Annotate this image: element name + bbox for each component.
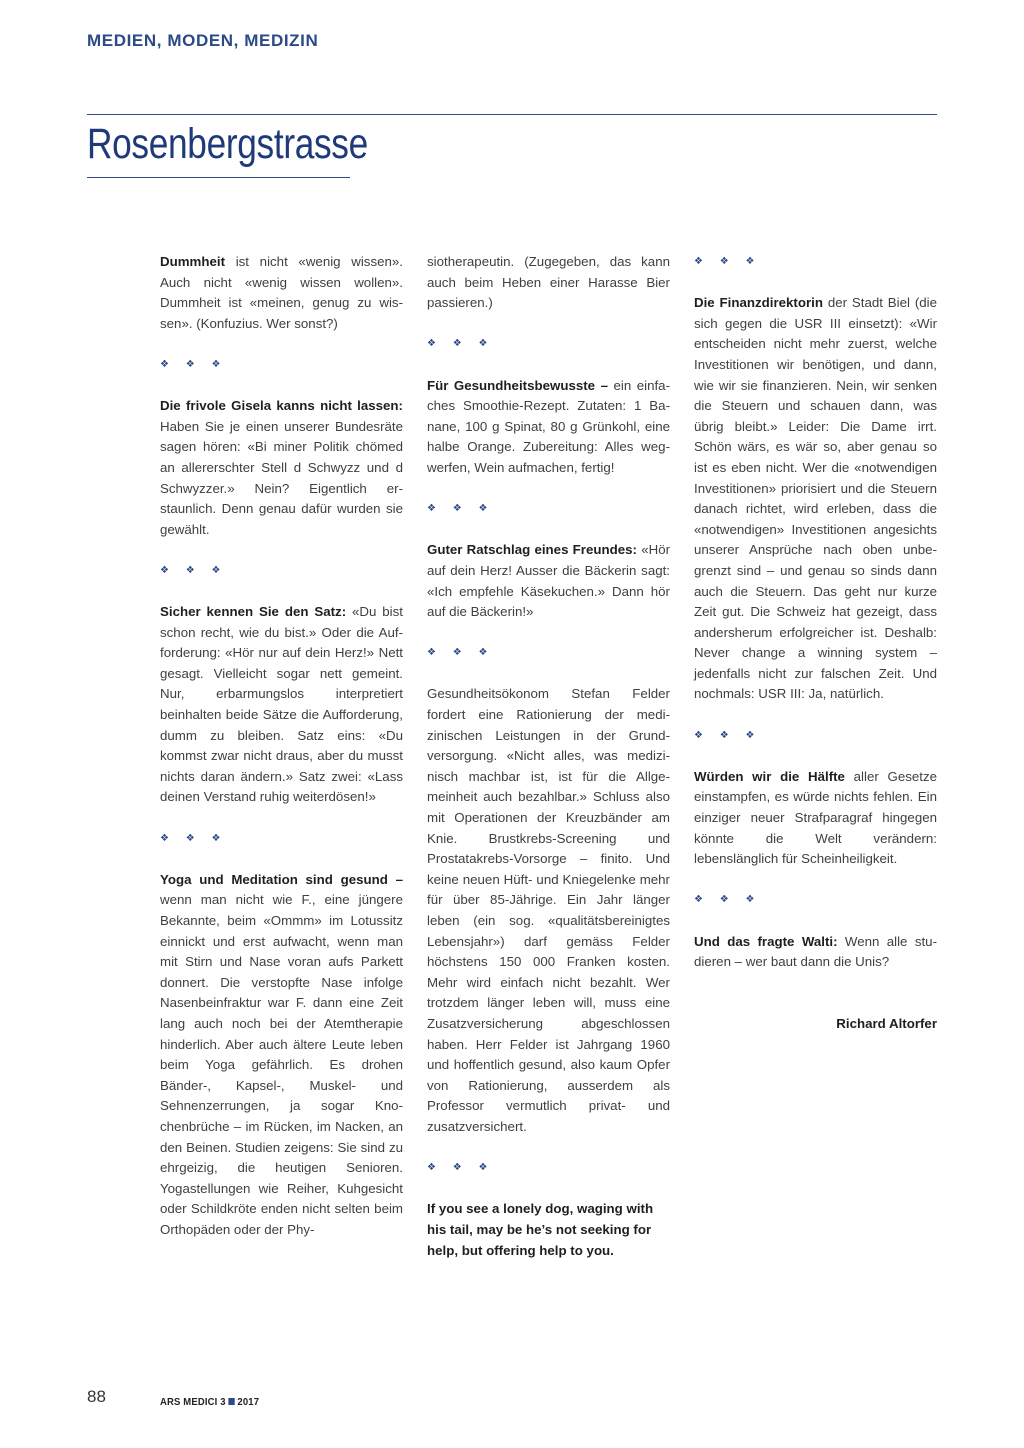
paragraph-body: Haben Sie je einen unserer Bundesräte sagen hören: «Bi miner Politik chömed an allererschter Stell d Schwyzz und d Schwyzzer.» Nein? Eigentlich erstaunlich. Denn genau dafür wurden sie gewählt.	[160, 418, 403, 537]
text-column-3	[694, 252, 937, 1035]
ornament-divider: ❖ ❖ ❖	[160, 832, 228, 844]
paragraph-lead: Für Gesundheitsbewusste –	[427, 377, 608, 393]
paragraph-body: ein einfaches Smoothie-Rezept. Zutaten: 1 Banane, 100 g Spinat, 80 g Grünkohl, eine halbe Orange. Zubereitung: Alles wegwerfen, Wein aufmachen, fertig!	[427, 377, 670, 475]
spacer	[694, 973, 937, 994]
ornament-divider: ❖ ❖ ❖	[694, 894, 762, 906]
paragraph-body: aller Gesetze einstampfen, es würde nichts fehlen. Ein einziger neuer Strafparagraf hingegen könnte die Welt verändern: lebenslänglich für Scheinheiligkeit.	[694, 768, 937, 867]
header-divider	[87, 114, 937, 115]
paragraph-lead: Würden wir die Hälfte	[694, 768, 845, 784]
paragraph-body: der Stadt Biel (die sich gegen die USR III einsetzt): «Wir entscheiden nicht mehr zuerst, welche Investitionen wir benötigen, und dann, wie wir sie finanzieren. Nein, wir senken die Steuern und schauen dann, was übrig bleibt.» Leider: Die Dame irrt. Schön wärs, es wär so, aber genau so ist es eben nicht. Wer die «notwendigen Investitionen» priorisiert und die Steuern danach richtet, wird erleben, dass die «notwendigen» Investitionen angesichts unserer Ansprüche nach oben unbegrenzt sind – und genau so sinds dann auch die Steuern. Das geht nur kurze Zeit gut. Die Schweiz hat gezeigt, dass andersherum erfolgreicher ist. Deshalb: Never change a winning system – jedenfalls nicht zur falschen Zeit. Und nochmals: USR III: Ja, natürlich.	[694, 295, 937, 702]
spacer	[694, 993, 937, 1014]
title-underline	[87, 177, 350, 178]
section-header: MEDIEN, MODEN, MEDIZIN	[87, 31, 319, 50]
paragraph-body: «Hör auf dein Herz! Ausser die Bäckerin sagt: «Ich empfehle Käsekuchen.» Dann hör auf die Bäckerin!»	[427, 542, 671, 620]
paragraph-lead: Und das fragte Walti:	[694, 933, 838, 949]
paragraph-smoothie	[427, 376, 670, 479]
ornament-divider: ❖ ❖ ❖	[427, 647, 495, 659]
paragraph-lead: Die Finanzdirektorin	[694, 295, 823, 311]
journal-year: 2017	[237, 1396, 260, 1408]
paragraph-walti	[694, 932, 937, 973]
ornament-divider: ❖ ❖ ❖	[160, 564, 228, 576]
ornament-divider: ❖ ❖ ❖	[160, 358, 228, 370]
page-title: Rosenbergstrasse	[87, 120, 368, 168]
paragraph-lonely-dog: If you see a lonely dog, waging with his tail, may be he’s not seeking for help, but offering help to you.	[427, 1201, 654, 1258]
paragraph-lead: Yoga und Meditation sind gesund –	[160, 871, 403, 887]
ornament-divider: ❖ ❖ ❖	[694, 256, 762, 267]
ornament-divider: ❖ ❖ ❖	[427, 1162, 495, 1174]
paragraph-gisela	[160, 396, 403, 540]
paragraph-lead: Guter Ratschlag eines Freundes:	[427, 542, 637, 558]
ornament-divider: ❖ ❖ ❖	[427, 338, 495, 350]
paragraph-body: wenn man nicht wie F., eine jüngere Bekannte, beim «Ommm» im Lotussitz einnickt und erst aufwacht, wenn man mit Stirn und Nase voran aufs Parkett donnert. Die verstopfte Nase infolge Nasenbeinfraktur war F. dann eine Zeit lang auch noch bei der Atemtherapie hinderlich. Aber auch ältere Leute leben beim Yoga gefährlich. Es drohen Bänder-, Kapsel-, Muskel- und Sehnenzerrungen, ja sogar Knochenbrüche – im Rücken, im Nacken, an den Beinen. Studien zeigens: Sie sind zu ehrgeizig, die heutigen Senioren. Yogastellungen wie Reiher, Kuhgesicht oder Schildkröte enden nicht selten beim Orthopäden oder der Phy-	[160, 892, 403, 1237]
paragraph-ratschlag	[427, 540, 670, 622]
paragraph-felder: Gesundheitsökonom Stefan Felder fordert eine Rationierung der medizinischen Leistungen in der Grundversorgung. «Nicht alles, was medizinisch machbar ist, ist für die Allgemeinheit auch bezahlbar.» Schluss also mit Operationen der Kreuzbänder am Knie. Brustkrebs-Screening und Prostatakrebs-Vorsorge – finito. Und keine neuen Hüft- und Kniegelenke mehr für über 85-Jährige. Ein Jahr länger leben (ein sog. «qualitätsbereinigtes Lebensjahr») darf gemäss Felder höchstens 150 000 Franken kosten. Mehr wird einfach nicht bezahlt. Wer trotzdem länger leben will, muss eine Zusatzversicherung abgeschlossen haben. Herr Felder ist Jahrgang 1960 und hoffentlich gesund, also kaum Opfer von Rationierung, ausserdem als Professor vermutlich privat- und zusatzversichert.	[427, 686, 670, 1134]
paragraph-body: ist nicht «wenig wissen». Auch nicht «wenig wissen wollen». Dummheit ist «meinen, genug zu wissen». (Konfuzius. Wer sonst?)	[160, 254, 403, 331]
paragraph-lead: Die frivole Gisela kanns nicht lassen:	[160, 398, 403, 414]
paragraph-lead: Sicher kennen Sie den Satz:	[160, 604, 347, 620]
paragraph-body: Wenn alle studieren – wer baut dann die Unis?	[694, 933, 937, 970]
ornament-divider: ❖ ❖ ❖	[427, 503, 495, 515]
ornament-divider: ❖ ❖ ❖	[694, 729, 762, 741]
paragraph-dummheit	[160, 252, 403, 334]
paragraph-yoga	[160, 870, 403, 1241]
text-column-1	[160, 252, 403, 1241]
author-signature: Richard Altorfer	[836, 1015, 937, 1031]
paragraph-satz	[160, 602, 403, 808]
paragraph-finanzdirektorin	[694, 293, 937, 705]
paragraph-body: «Du bist schon recht, wie du bist.» Oder die Aufforderung: «Hör nur auf dein Herz!» Nett gesagt. Vielleicht sogar nett gemeint. Nur, erbarmungslos interpretiert beinhalten beide Sätze die Aufforderung, dumm zu bleiben. Satz eins: «Du kommst zwar nicht draus, aber du musst nichts daran ändern.» Satz zwei: «Lass deinen Verstand ruhig weiterdösen!»	[160, 604, 403, 805]
page-number: 88	[87, 1387, 106, 1406]
text-column-2	[427, 252, 670, 1261]
paragraph-physio-cont: siotherapeutin. (Zugegeben, das kann auch beim Heben einer Harasse Bier passieren.)	[427, 254, 670, 311]
journal-footer	[160, 1396, 259, 1408]
paragraph-gesetze	[694, 767, 937, 870]
journal-name: ARS MEDICI 3	[160, 1396, 226, 1408]
paragraph-lead: Dummheit	[160, 254, 226, 269]
square-separator-icon	[228, 1398, 234, 1405]
